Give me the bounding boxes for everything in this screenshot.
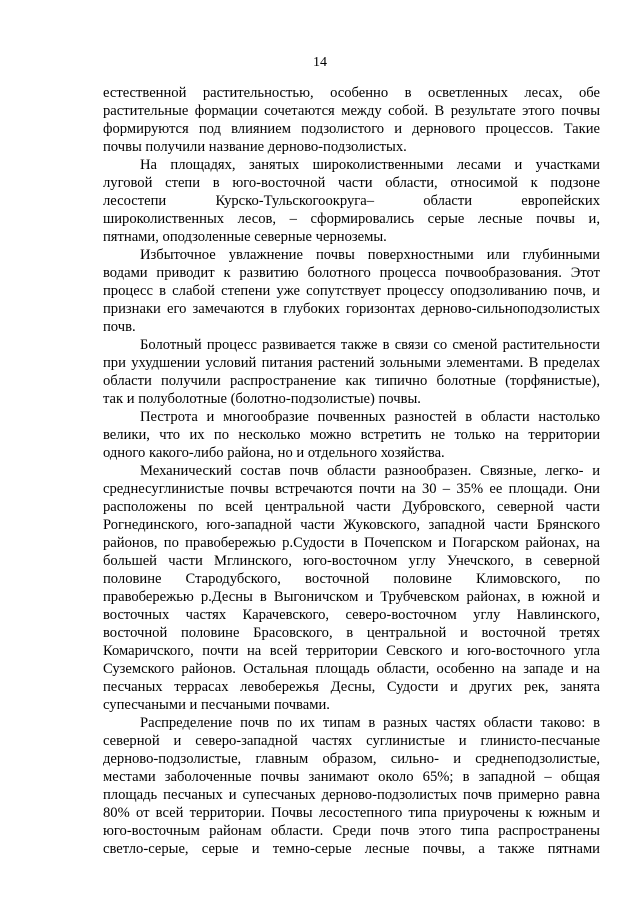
- text-line: естественной растительностью, особенно в осветленных лесах, обе: [103, 85, 600, 101]
- text-line: среднесуглинистые почвы встречаются почти на 30 – 35% ее площади. Они: [103, 481, 600, 497]
- text-line: районов, по правобережью р.Судости в Почепском и Погарском районах, на: [103, 535, 600, 551]
- text-line: области получили распространение как типично болотные (торфянистые),: [103, 373, 600, 389]
- text-line: Распределение почв по их типам в разных частях области таково: в: [140, 715, 600, 731]
- text-line: Механический состав почв области разнообразен. Связные, легко- и: [140, 463, 600, 479]
- text-line: Избыточное увлажнение почвы поверхностными или глубинными: [140, 247, 600, 263]
- text-line: половине Стародубского, восточной половине Климовского, по: [103, 571, 600, 587]
- text-line: На площадях, занятых широколиственными лесами и участками: [140, 157, 600, 173]
- text-line: формируются под влиянием подзолистого и дернового процессов. Такие: [103, 121, 600, 137]
- text-line: так и полуболотные (болотно-подзолистые) почвы.: [103, 391, 421, 407]
- text-line: восточных частях Карачевского, северо-восточном углу Навлинского,: [103, 607, 600, 623]
- text-line: юго-восточным районам области. Среди почв этого типа распространены: [103, 823, 600, 839]
- text-line: Суземского районов. Остальная площадь области, особенно на западе и на: [103, 661, 600, 677]
- text-line: одного какого-либо района, но и отдельного хозяйства.: [103, 445, 445, 461]
- text-line: лесостепи Курско-Тульскогоокруга– области европейских: [103, 193, 600, 209]
- text-line: расположены по всей центральной части Дубровского, северной части: [103, 499, 600, 515]
- text-line: почвы получили название дерново-подзолистых.: [103, 139, 407, 155]
- text-line: Рогнединского, юго-западной части Жуковского, западной части Брянского: [103, 517, 600, 533]
- text-line: пятнами, оподзоленные северные черноземы.: [103, 229, 387, 245]
- text-line: правобережью р.Десны в Выгоничском и Трубчевском районах, в южной и: [103, 589, 600, 605]
- text-line: площадь песчаных и супесчаных дерново-подзолистых почв примерно равна: [103, 787, 600, 803]
- text-line: местами заболоченные почвы занимают около 65%; в западной – общая: [103, 769, 600, 785]
- text-line: большей части Мглинского, юго-восточном углу Унечского, в северной: [103, 553, 600, 569]
- text-line: светло-серые, серые и темно-серые лесные почвы, а также пятнами: [103, 841, 600, 857]
- text-line: Пестрота и многообразие почвенных разностей в области настолько: [140, 409, 600, 425]
- text-line: супесчаными и песчаными почвами.: [103, 697, 330, 713]
- page-number: 14: [313, 55, 327, 70]
- text-line: Болотный процесс развивается также в связи со сменой растительности: [140, 337, 600, 353]
- text-line: восточной половине Брасовского, в центральной и восточной третях: [103, 625, 600, 641]
- text-line: растительные формации сочетаются между собой. В результате этого почвы: [103, 103, 600, 119]
- text-line: Комаричского, почти на всей территории Севского и юго-восточного угла: [103, 643, 600, 659]
- text-line: луговой степи в юго-восточной части области, относимой к подзоне: [103, 175, 600, 191]
- text-line: песчаных террасах левобережья Десны, Судости и других рек, занята: [103, 679, 600, 695]
- text-line: при ухудшении условий питания растений зольными элементами. В пределах: [103, 355, 600, 371]
- text-line: почв.: [103, 319, 136, 335]
- text-line: дерново-подзолистые, главным образом, сильно- и среднеподзолистые,: [103, 751, 600, 767]
- text-line: северной и северо-западной частях суглинистые и глинисто-песчаные: [103, 733, 600, 749]
- text-line: водами приводит к развитию болотного процесса почвообразования. Этот: [103, 265, 600, 281]
- text-line: широколиственных лесов, – сформировались серые лесные почвы и,: [103, 211, 600, 227]
- text-line: велики, что их по несколько можно встретить не только на территории: [103, 427, 600, 443]
- text-line: процесс в слабой степени уже сопутствует процессу оподзоливанию почв, и: [103, 283, 600, 299]
- text-line: признаки его замечаются в глубоких горизонтах дерново-сильноподзолистых: [103, 301, 600, 317]
- text-line: 80% от всей территории. Почвы лесостепного типа приурочены к южным и: [103, 805, 600, 821]
